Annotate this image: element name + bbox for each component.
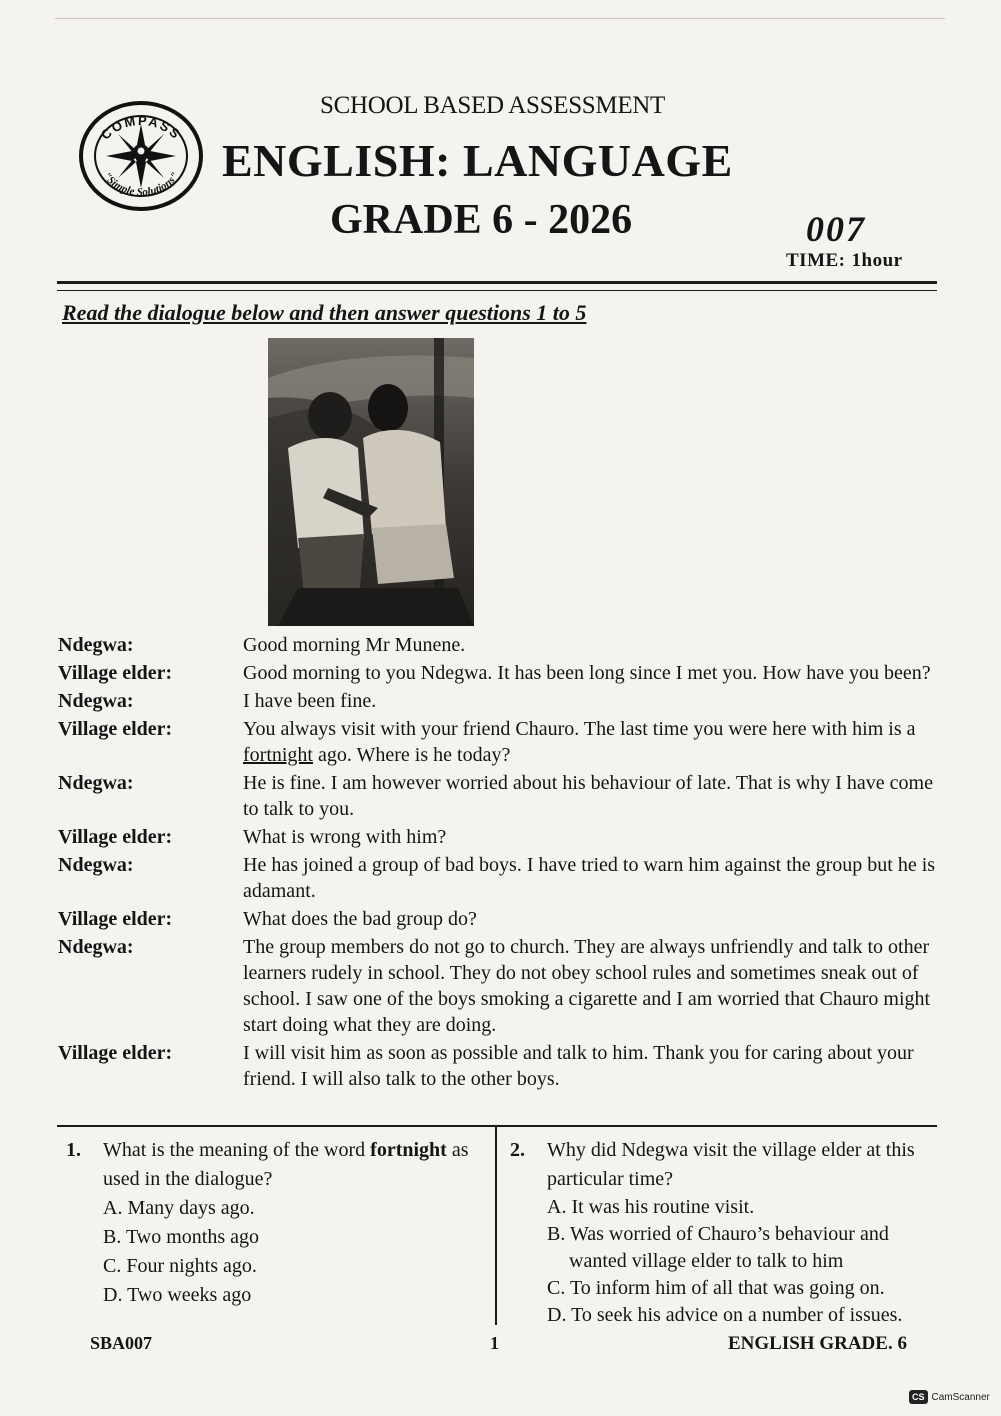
speaker: Ndegwa: — [58, 936, 134, 958]
camscanner-label: CamScanner — [931, 1391, 990, 1403]
stem-part: as used in the dialogue? — [103, 1139, 469, 1190]
speaker: Ndegwa: — [58, 854, 134, 876]
dialogue-line — [58, 934, 943, 1038]
dialogue — [58, 632, 943, 1092]
speaker: Village elder: — [58, 1042, 173, 1064]
instruction: Read the dialogue below and then answer questions 1 to 5 — [62, 300, 587, 325]
subject-title: ENGLISH: LANGUAGE — [222, 135, 733, 186]
paper-code: 007 — [806, 209, 866, 249]
page-number: 1 — [490, 1333, 499, 1353]
line-text: The group members do not go to church. They are always unfriendly and talk to other learners rudely in school. They do not obey school rules and sometimes sneak out of school. I saw one of the boys smoking a cigarette and I am worried that Chauro might start doing what they are doing. — [243, 936, 931, 1036]
dialogue-line — [58, 770, 943, 822]
footer-subject: ENGLISH GRADE. 6 — [728, 1333, 907, 1354]
answer-option[interactable]: A. Many days ago. — [103, 1197, 255, 1219]
question-number: 2. — [510, 1139, 525, 1161]
dialogue-line — [58, 824, 943, 850]
compass-logo — [78, 100, 204, 212]
answer-option[interactable]: D. Two weeks ago — [103, 1284, 252, 1306]
dialogue-line — [58, 632, 943, 658]
footer-paper-code: SBA007 — [90, 1333, 153, 1353]
time-label: TIME: — [786, 250, 846, 271]
svg-text:"Simple Solutions": "Simple Solutions" — [100, 170, 182, 199]
question-number: 1. — [66, 1139, 81, 1161]
underlined-word: fortnight — [243, 744, 313, 766]
line-text: Good morning to you Ndegwa. It has been long since I met you. How have you been? — [243, 662, 931, 684]
answer-option[interactable]: B. Two months ago — [103, 1226, 260, 1248]
line-text: What does the bad group do? — [243, 908, 477, 930]
speaker: Ndegwa: — [58, 772, 134, 794]
header-rule-thick — [57, 281, 937, 284]
stem-keyword: fortnight — [370, 1139, 447, 1161]
speaker: Village elder: — [58, 662, 173, 684]
grade-year: GRADE 6 - 2026 — [330, 197, 633, 243]
speaker: Village elder: — [58, 718, 173, 740]
time-allowed — [786, 250, 903, 272]
line-text: I have been fine. — [243, 690, 377, 712]
time-value: 1hour — [851, 250, 903, 271]
svg-text:COMPASS: COMPASS — [97, 112, 185, 143]
answer-option[interactable]: C. Four nights ago. — [103, 1255, 257, 1277]
answer-option[interactable]: B. Was worried of Chauro’s behaviour and wanted village elder to talk to him — [547, 1223, 889, 1272]
header-rule-thin — [57, 290, 937, 291]
question-stem: Why did Ndegwa visit the village elder at this particular time? — [547, 1139, 915, 1190]
speaker: Ndegwa: — [58, 634, 134, 656]
line-text-part: ago. Where is he today? — [313, 744, 511, 766]
dialogue-line — [58, 906, 943, 932]
answer-option[interactable]: A. It was his routine visit. — [547, 1196, 755, 1218]
line-text — [243, 716, 943, 768]
assessment-subtitle: SCHOOL BASED ASSESSMENT — [320, 92, 666, 119]
dialogue-line — [58, 1040, 943, 1092]
line-text-part: You always visit with your friend Chauro. The last time you were here with him is a — [243, 718, 916, 740]
question-2 — [510, 1136, 940, 1329]
line-text: I will visit him as soon as possible and talk to him. Thank you for caring about your friend. I will also talk to the other boys. — [243, 1042, 914, 1090]
line-text: He is fine. I am however worried about his behaviour of late. That is why I have come to talk to you. — [243, 772, 933, 820]
camscanner-watermark — [909, 1390, 990, 1404]
camscanner-icon: CS — [909, 1390, 928, 1404]
speaker: Village elder: — [58, 826, 173, 848]
speaker: Village elder: — [58, 908, 173, 930]
dialogue-line — [58, 716, 943, 768]
answer-option[interactable]: C. To inform him of all that was going on. — [547, 1277, 885, 1299]
answer-option[interactable]: D. To seek his advice on a number of issues. — [547, 1304, 903, 1326]
dialogue-line — [58, 852, 943, 904]
questions-rule — [57, 1125, 937, 1127]
dialogue-line — [58, 660, 943, 686]
line-text: What is wrong with him? — [243, 826, 447, 848]
line-text: He has joined a group of bad boys. I have tried to warn him against the group but he is adamant. — [243, 854, 936, 902]
dialogue-photo — [268, 338, 474, 626]
question-1 — [66, 1136, 491, 1310]
speaker: Ndegwa: — [58, 690, 134, 712]
stem-part: What is the meaning of the word — [103, 1139, 371, 1161]
dialogue-line — [58, 688, 943, 714]
top-border — [55, 18, 945, 19]
line-text: Good morning Mr Munene. — [243, 634, 466, 656]
questions-column-divider — [495, 1127, 497, 1325]
question-stem — [103, 1136, 491, 1194]
